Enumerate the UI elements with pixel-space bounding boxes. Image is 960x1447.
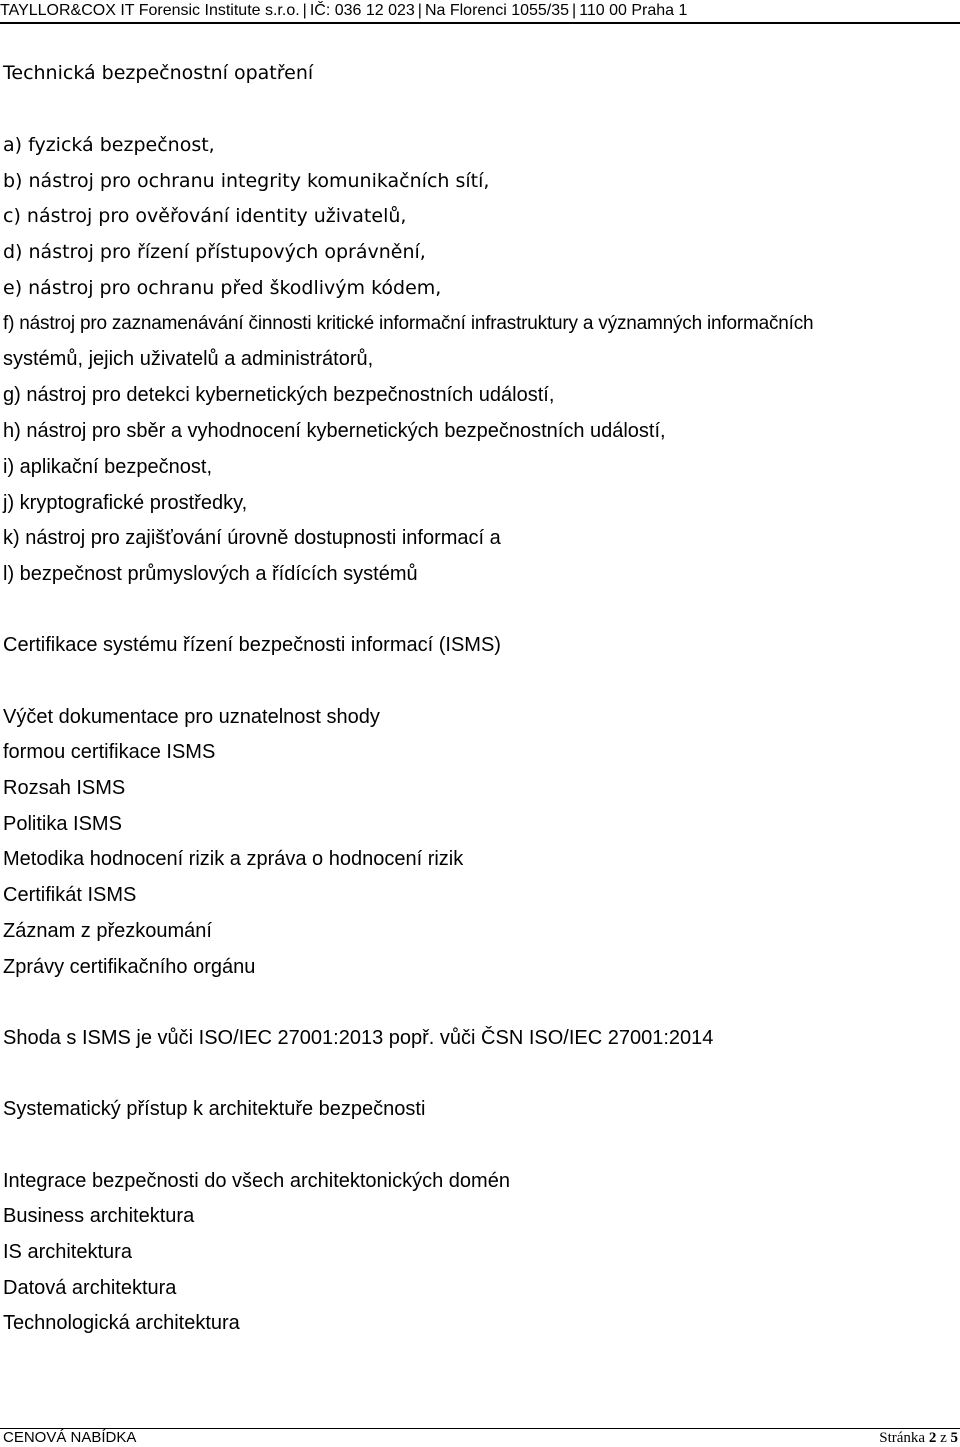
- section-title-isms: Certifikace systému řízení bezpečnosti informací (ISMS): [3, 634, 501, 656]
- list-item: e) nástroj pro ochranu před škodlivým kódem,: [3, 277, 442, 299]
- compliance-statement: Shoda s ISMS je vůči ISO/IEC 27001:2013 popř. vůči ČSN ISO/IEC 27001:2014: [3, 1027, 714, 1049]
- header-separator: |: [302, 2, 307, 19]
- header-address: Na Florenci 1055/35: [424, 2, 570, 19]
- list-item: h) nástroj pro sběr a vyhodnocení kybernetických bezpečnostních událostí,: [3, 420, 666, 442]
- header-company: TAYLLOR&COX IT Forensic Institute s.r.o.: [0, 2, 300, 19]
- list-item: Rozsah ISMS: [3, 777, 126, 799]
- list-item: l) bezpečnost průmyslových a řídících systémů: [3, 563, 418, 585]
- list-item: formou certifikace ISMS: [3, 741, 216, 763]
- list-item: a) fyzická bezpečnost,: [3, 134, 215, 156]
- list-item: k) nástroj pro zajišťování úrovně dostupnosti informací a: [3, 527, 501, 549]
- list-item: g) nástroj pro detekci kybernetických bezpečnostních událostí,: [3, 384, 555, 406]
- list-item: Zprávy certifikačního orgánu: [3, 956, 256, 978]
- list-item: i) aplikační bezpečnost,: [3, 456, 213, 478]
- page-current: 2: [928, 1430, 937, 1446]
- page-number: [879, 1429, 958, 1447]
- list-item: c) nástroj pro ověřování identity uživatelů,: [3, 205, 407, 227]
- section-title-technical: Technická bezpečnostní opatření: [3, 62, 314, 84]
- list-item: Technologická architektura: [3, 1312, 240, 1334]
- list-item: Integrace bezpečnosti do všech architektonických domén: [3, 1170, 510, 1192]
- list-item: Metodika hodnocení rizik a zpráva o hodnocení rizik: [3, 848, 464, 870]
- header-city: 110 00 Praha 1: [579, 2, 688, 19]
- list-item: f) nástroj pro zaznamenávání činnosti kritické informační infrastruktury a významných informačních: [3, 313, 814, 334]
- page-total: 5: [950, 1430, 958, 1446]
- page-of: z: [940, 1430, 947, 1446]
- list-item: IS architektura: [3, 1241, 132, 1263]
- page-header: [0, 0, 960, 24]
- header-separator: |: [417, 2, 422, 19]
- list-item: systémů, jejich uživatelů a administrátorů,: [3, 348, 374, 370]
- list-item: d) nástroj pro řízení přístupových oprávnění,: [3, 241, 426, 263]
- section-title-architecture: Systematický přístup k architektuře bezpečnosti: [3, 1098, 426, 1120]
- page-footer: [0, 1428, 960, 1445]
- header-separator: |: [572, 2, 577, 19]
- list-item: Záznam z přezkoumání: [3, 920, 212, 942]
- list-item: Certifikát ISMS: [3, 884, 137, 906]
- list-item: Business architektura: [3, 1205, 195, 1227]
- list-item: Výčet dokumentace pro uznatelnost shody: [3, 706, 380, 728]
- page-word: Stránka: [879, 1430, 926, 1446]
- footer-title: CENOVÁ NABÍDKA: [3, 1429, 137, 1446]
- list-item: Datová architektura: [3, 1277, 177, 1299]
- list-item: Politika ISMS: [3, 813, 122, 835]
- list-item: b) nástroj pro ochranu integrity komunikačních sítí,: [3, 170, 490, 192]
- header-ico: IČ: 036 12 023: [309, 2, 415, 19]
- list-item: j) kryptografické prostředky,: [3, 492, 248, 514]
